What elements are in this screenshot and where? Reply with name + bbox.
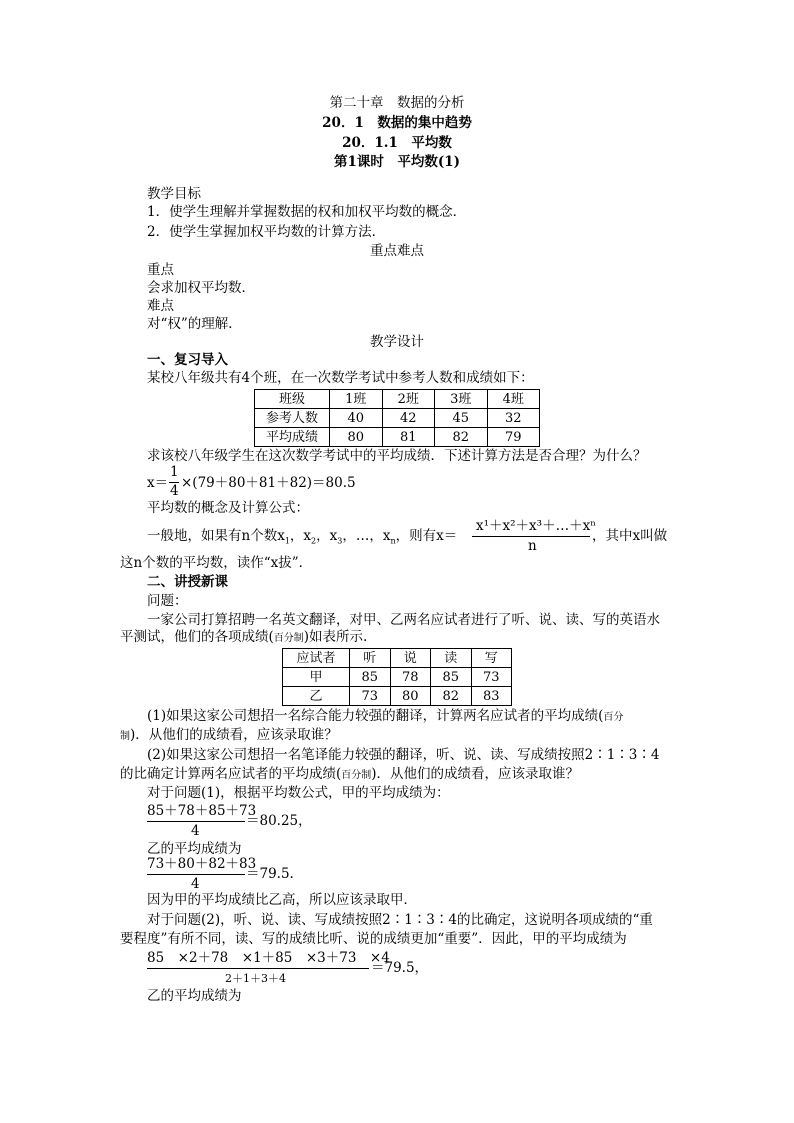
question-1-line-2 — [120, 729, 338, 743]
answer-2-line-2: 要程度”有所不同，读、写的成绩比听、说的成绩更加“重要”．因此，甲的平均成绩为 — [120, 931, 627, 947]
text-span: )．从他们的成绩看，应该录取谁？ — [130, 727, 338, 743]
difficulty-text: 对“权”的理解． — [147, 316, 242, 332]
table-header-row — [283, 649, 512, 668]
mean-formula-fraction — [472, 518, 597, 554]
table-cell: 85 — [431, 668, 472, 687]
table-cell: 42 — [382, 409, 435, 428]
conclusion-1: 因为甲的平均成绩比乙高，所以应该录取甲． — [147, 892, 417, 908]
lesson-title: 第1课时 平均数(1) — [333, 154, 461, 170]
yi-weighted-label: 乙的平均成绩为 — [147, 988, 242, 1004]
problem-line-2 — [120, 631, 367, 645]
general-text: 一般地，如果有n个数x — [147, 528, 285, 544]
table-header-cell: 说 — [390, 649, 431, 668]
table-cell: 乙 — [283, 687, 350, 706]
fraction-denominator: n — [528, 538, 537, 554]
text-span: 的比确定计算两名应试者的平均成绩( — [120, 766, 342, 782]
calc-fraction — [169, 466, 179, 500]
table-header-cell: 听 — [350, 649, 391, 668]
calc-rest: ×(79＋80＋81＋82)＝80.5 — [181, 475, 356, 491]
jia-weighted-fraction — [147, 950, 390, 986]
table-row — [255, 428, 540, 447]
text-span-small: 百分 — [603, 712, 624, 723]
table-cell: 82 — [431, 687, 472, 706]
subscript: n — [390, 536, 396, 546]
goal-item-1: 1．使学生理解并掌握数据的权和加权平均数的概念． — [147, 204, 467, 220]
table-cell: 32 — [487, 409, 540, 428]
general-definition — [147, 530, 457, 546]
answer-1-text: 对于问题(1)，根据平均数公式，甲的平均成绩为： — [147, 785, 450, 801]
focus-text: 会求加权平均数． — [147, 280, 255, 296]
subscript: 2 — [311, 536, 317, 546]
jia-weighted-result: ＝79.5， — [371, 960, 429, 976]
chapter-title: 第二十章 数据的分析 — [329, 95, 465, 111]
table-cell: 79 — [487, 428, 540, 447]
text-span-small: 百分制 — [273, 633, 304, 644]
fraction-numerator: x¹＋x²＋x³＋…＋xⁿ — [476, 518, 597, 534]
text-span: )如表所示. — [303, 629, 368, 645]
table-cell: 82 — [435, 428, 488, 447]
subscript: 3 — [337, 536, 343, 546]
design-title: 教学设计 — [370, 334, 424, 350]
text-span-small: 制 — [120, 731, 130, 742]
yi-mean-label: 乙的平均成绩为 — [147, 841, 242, 857]
table-header-cell: 4班 — [487, 390, 540, 409]
text-span-small: 百分制 — [341, 770, 372, 781]
table-row — [255, 409, 540, 428]
fraction-numerator: 1 — [170, 464, 179, 480]
problem-line-1: 一家公司打算招聘一名英文翻译，对甲、乙两名应试者进行了听、说、读、写的英语水 — [147, 612, 660, 628]
question-1-line-1 — [147, 710, 623, 724]
text-span: 平测试，他们的各项成绩( — [120, 629, 274, 645]
keys-title: 重点难点 — [370, 243, 424, 259]
table-cell: 81 — [382, 428, 435, 447]
table-cell: 平均成绩 — [255, 428, 330, 447]
subscript: 1 — [284, 536, 290, 546]
table-header-cell: 读 — [431, 649, 472, 668]
part1-heading: 一、复习导入 — [147, 352, 228, 368]
section-title: 20．1 数据的集中趋势 — [322, 115, 472, 131]
fraction-denominator: 4 — [170, 483, 179, 499]
table-cell: 85 — [350, 668, 391, 687]
general-tail: ，其中x叫做 — [592, 528, 668, 544]
difficulty-label: 难点 — [147, 298, 174, 314]
question-2-line-2 — [120, 768, 579, 782]
question-2-line-1: (2)如果这家公司想招一名笔译能力较强的翻译，听、说、读、写成绩按照2∶1∶3∶4 — [147, 747, 660, 763]
focus-label: 重点 — [147, 262, 174, 278]
table-header-row — [255, 390, 540, 409]
general-text: ，则有x＝ — [395, 528, 458, 544]
general-text: ，x — [289, 528, 312, 544]
table-header-cell: 2班 — [382, 390, 435, 409]
fraction-bar — [147, 874, 245, 875]
problem-label: 问题： — [147, 593, 188, 609]
table-header-cell: 1班 — [330, 390, 383, 409]
fraction-denominator: 2＋1＋3＋4 — [225, 972, 286, 985]
table-cell: 73 — [350, 687, 391, 706]
fraction-numerator: 73＋80＋82＋83 — [147, 856, 257, 872]
yi-mean-result: ＝79.5. — [246, 866, 294, 882]
calc-prefix: x＝ — [147, 475, 169, 491]
jia-mean-fraction — [147, 803, 257, 839]
table-cell: 45 — [435, 409, 488, 428]
table-cell: 40 — [330, 409, 383, 428]
question-text: 求该校八年级学生在这次数学考试中的平均成绩．下述计算方法是否合理？为什么？ — [147, 448, 647, 464]
class-scores-table — [254, 389, 540, 447]
answer-2-line-1: 对于问题(2)，听、说、读、写成绩按照2∶1∶3∶4的比确定，这说明各项成绩的“重 — [147, 912, 653, 928]
fraction-bar — [147, 821, 245, 822]
table-header-cell: 应试者 — [283, 649, 350, 668]
table-header-cell: 写 — [471, 649, 512, 668]
jia-mean-result: ＝80.25， — [246, 813, 312, 829]
yi-mean-fraction — [147, 856, 257, 892]
table-cell: 73 — [471, 668, 512, 687]
table-cell: 80 — [390, 687, 431, 706]
part2-heading: 二、讲授新课 — [147, 574, 228, 590]
subsection-title: 20．1.1 平均数 — [342, 135, 452, 151]
general-reading: 这n个数的平均数，读作“x拔”． — [120, 555, 313, 571]
concept-text: 平均数的概念及计算公式： — [147, 500, 309, 516]
table-row — [283, 687, 512, 706]
general-text: ，x — [316, 528, 338, 544]
intro-text: 某校八年级共有4个班，在一次数学考试中参考人数和成绩如下： — [147, 370, 534, 386]
applicant-scores-table — [282, 648, 512, 706]
fraction-numerator: 85 ×2＋78 ×1＋85 ×3＋73 ×4 — [147, 950, 390, 966]
table-header-cell: 3班 — [435, 390, 488, 409]
fraction-numerator: 85＋78＋85＋73 — [147, 803, 257, 819]
table-row — [283, 668, 512, 687]
text-span: )．从他们的成绩看，应该录取谁？ — [371, 766, 580, 782]
fraction-bar — [147, 968, 369, 969]
fraction-denominator: 4 — [191, 876, 200, 892]
general-text: ，…，x — [342, 528, 391, 544]
table-cell: 83 — [471, 687, 512, 706]
table-cell: 参考人数 — [255, 409, 330, 428]
table-cell: 甲 — [283, 668, 350, 687]
table-cell: 80 — [330, 428, 383, 447]
text-span: (1)如果这家公司想招一名综合能力较强的翻译，计算两名应试者的平均成绩( — [147, 708, 604, 724]
fraction-denominator: 4 — [191, 823, 200, 839]
goals-title: 教学目标 — [147, 186, 201, 202]
goal-item-2: 2．使学生掌握加权平均数的计算方法． — [147, 224, 386, 240]
fraction-bar — [472, 536, 590, 537]
table-cell: 78 — [390, 668, 431, 687]
table-header-cell: 班级 — [255, 390, 330, 409]
